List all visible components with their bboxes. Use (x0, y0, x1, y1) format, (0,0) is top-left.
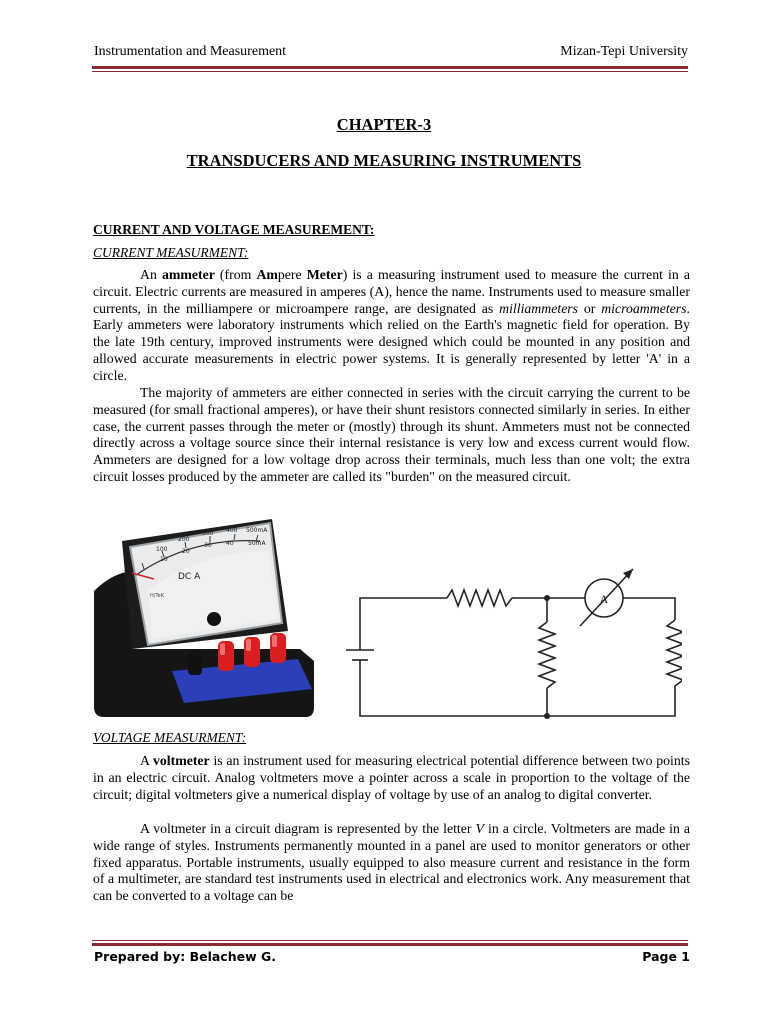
header-university: Mizan-Tepi University (560, 44, 688, 59)
ammeter-photo (92, 511, 318, 721)
ammeter-circuit-diagram (342, 562, 682, 722)
scale-label: 20 (182, 548, 190, 555)
voltage-subheading: VOLTAGE MEASURMENT: (93, 730, 247, 745)
zero-adjust-knob (207, 612, 221, 626)
page-number: Page 1 (642, 949, 690, 964)
chapter-number: CHAPTER-3 (336, 115, 432, 134)
header-rule (92, 66, 688, 69)
scale-label: 100 (156, 546, 168, 553)
footer-rule (92, 943, 688, 946)
ammeter-paragraph: An ammeter (from Ampere Meter) is a measuring instrument used to measure the current in a circuit. Electric currents are measured in amperes (A), hence the name. Instruments used to measure smaller currents, in the milliampere or microampere range, are designated as milliammeters or microammeters. Early ammeters were laboratory instruments which relied on the Earth's magnetic field for operation. By the late 19th century, improved instruments were designed which could be mounted in any position and allowed accurate measurements in electric power systems. It is generally represented by letter 'A' in a circle. (93, 267, 690, 383)
chapter-title: TRANSDUCERS AND MEASURING INSTRUMENTS (186, 151, 582, 170)
scale-label: 500mA (246, 527, 268, 534)
scale-label: 40 (226, 540, 234, 547)
scale-label: 200 (178, 536, 190, 543)
section-heading: CURRENT AND VOLTAGE MEASUREMENT: (93, 222, 375, 237)
scale-label: 30 (204, 542, 212, 549)
scale-label: 50mA (248, 540, 266, 547)
brand-label: H/TeK (150, 593, 165, 599)
voltmeter-styles-paragraph: A voltmeter in a circuit diagram is represented by the letter V in a circle. Voltmeters are made in a wide range of styles. Instruments permanently mounted in a panel are used to monitor generators or other fixed apparatus. Portable instruments, usually equipped to also measure current and resistance in the form of a multimeter, are standard test instruments used in electrical and electronics work. Any measurement that can be converted to a voltage can be (93, 821, 690, 904)
footer-rule-thin (92, 940, 688, 941)
header-course: Instrumentation and Measurement (94, 44, 287, 59)
ammeter-connection-paragraph: The majority of ammeters are either connected in series with the circuit carrying the current to be measured (for small fractional amperes), or have their shunt resistors connected similarly in series. In either case, the current passes through the meter or (mostly) through its shunt. Ammeters must not be connected directly across a voltage source since their internal resistance is very low and excess current would flow. Ammeters are designed for a low voltage drop across their terminals, much less than one volt; the extra circuit losses produced by the ammeter are called its "burden" on the measured circuit. (93, 385, 690, 484)
dial-label: DC A (178, 572, 201, 582)
header-rule-thin (92, 71, 688, 72)
ammeter-symbol-label: A (599, 592, 609, 606)
scale-label: 400 (226, 527, 238, 534)
current-subheading: CURRENT MEASURMENT: (93, 245, 249, 260)
scale-label: 10 (160, 556, 168, 563)
scale-label: 300 (202, 530, 214, 537)
voltmeter-paragraph: A voltmeter is an instrument used for measuring electrical potential difference between two points in an electric circuit. Analog voltmeters move a pointer across a scale in proportion to the voltage of the circuit; digital voltmeters give a numerical display of voltage by use of an analog to digital converter. (93, 753, 690, 802)
footer-author: Prepared by: Belachew G. (94, 949, 276, 964)
